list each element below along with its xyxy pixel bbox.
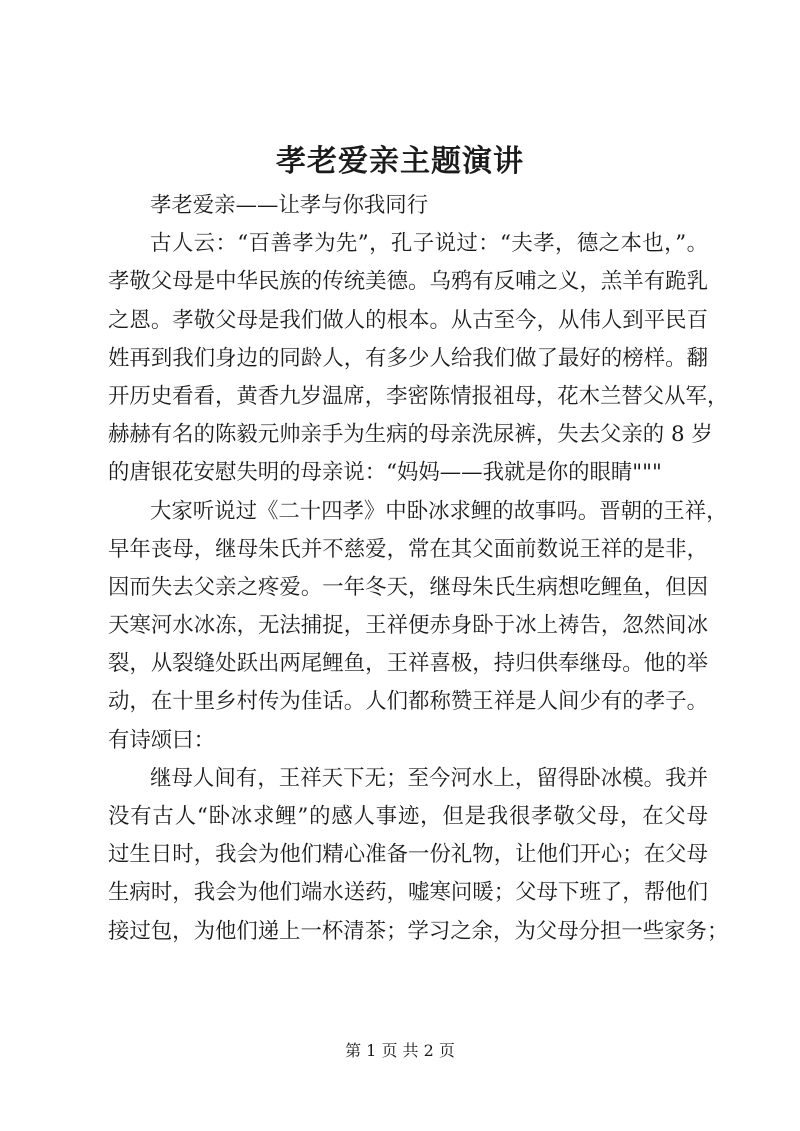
page-title: 孝老爱亲主题演讲 [276, 144, 524, 179]
text-line: 早年丧母，继母朱氏并不慈爱，常在其父面前数说王祥的是非， [108, 536, 708, 562]
text-line: 姓再到我们身边的同龄人，有多少人给我们做了最好的榜样。翻 [108, 345, 708, 371]
text-line: 开历史看看，黄香九岁温席，李密陈情报祖母，花木兰替父从军， [108, 383, 729, 409]
page-footer: 第 1 页 共 2 页 [345, 1041, 455, 1060]
body-text [108, 187, 729, 951]
text-line: 古人云：“百善孝为先”，孔子说过：“夫孝，德之本也，”。 [150, 231, 708, 257]
text-line: 天寒河水冰冻，无法捕捉，王祥便赤身卧于冰上祷告，忽然间冰 [108, 613, 708, 639]
text-line: 动，在十里乡村传为佳话。人们都称赞王祥是人间少有的孝子。 [108, 689, 708, 715]
text-line: 裂，从裂缝处跃出两尾鲤鱼，王祥喜极，持归供奉继母。他的举 [108, 651, 708, 677]
text-line: 赫赫有名的陈毅元帅亲手为生病的母亲洗尿裤，失去父亲的 8 岁 [108, 422, 713, 448]
text-line: 接过包，为他们递上一杯清茶；学习之余，为父母分担一些家务； [108, 918, 729, 944]
text-line: 继母人间有，王祥天下无；至今河水上，留得卧冰模。我并 [150, 765, 708, 791]
text-line: 没有古人“卧冰求鲤”的感人事迹，但是我很孝敬父母，在父母 [108, 804, 708, 829]
text-line: 大家听说过《二十四孝》中卧冰求鲤的故事吗。晋朝的王祥， [150, 498, 728, 524]
text-line: 的唐银花安慰失明的母亲说：“妈妈——我就是你的眼睛""" [108, 460, 662, 486]
text-line: 过生日时，我会为他们精心准备一份礼物，让他们开心；在父母 [108, 842, 708, 868]
text-line: 生病时，我会为他们端水送药，嘘寒问暖；父母下班了，帮他们 [108, 880, 708, 906]
text-line: 因而失去父亲之疼爱。一年冬天，继母朱氏生病想吃鲤鱼，但因 [108, 574, 708, 600]
text-line: 之恩。孝敬父母是我们做人的根本。从古至今，从伟人到平民百 [108, 307, 708, 333]
text-line: 孝敬父母是中华民族的传统美德。乌鸦有反哺之义，羔羊有跪乳 [108, 269, 708, 295]
text-line: 有诗颂曰： [108, 727, 215, 753]
text-line: 孝老爱亲——让孝与你我同行 [150, 193, 429, 218]
